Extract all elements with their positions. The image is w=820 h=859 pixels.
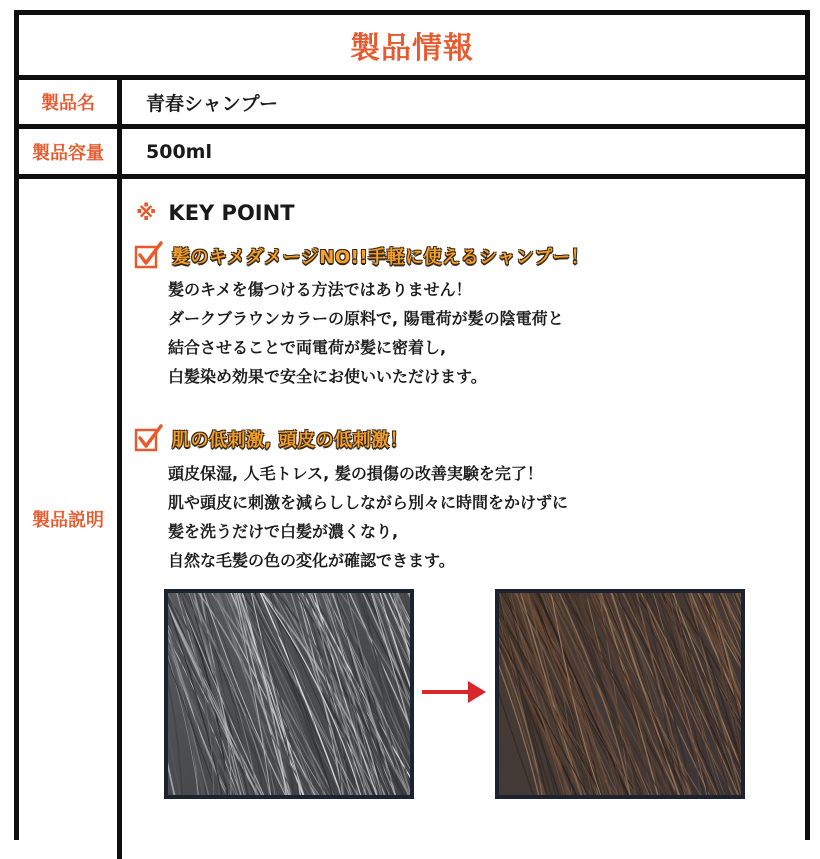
description-body — [122, 179, 805, 859]
point-1-heading-text: 髪のキメダメージNO!!手軽に使えるシャンプー！ — [172, 247, 590, 268]
product-info-table — [14, 10, 810, 840]
after-photo — [495, 589, 745, 799]
product-name-label: 製品名 — [19, 80, 122, 124]
before-photo — [164, 589, 414, 799]
description-label: 製品説明 — [19, 179, 122, 859]
key-point-heading — [136, 201, 295, 225]
point-2-body — [168, 459, 568, 575]
description-row — [19, 179, 805, 859]
point-2-heading-text: 肌の低刺激, 頭皮の低刺激！ — [172, 430, 409, 451]
capacity-label: 製品容量 — [19, 129, 122, 174]
key-point-text: KEY POINT — [168, 201, 295, 225]
point-1-body — [168, 275, 564, 391]
grey-hair-image — [168, 593, 410, 795]
reference-mark: ※ — [136, 201, 157, 225]
point-2-line: 髪を洗うだけで白髪が濃くなり, — [168, 522, 399, 541]
point-2-line: 肌や頭皮に刺激を減らししながら別々に時間をかけずに — [168, 493, 569, 512]
checkbox-icon — [134, 241, 164, 271]
capacity-row — [19, 129, 805, 179]
point-2-line: 頭皮保湿, 人毛トレス, 髪の損傷の改善実験を完了！ — [168, 464, 543, 483]
point-1-line: ダークブラウンカラーの原料で, 陽電荷が髪の陰電荷と — [168, 309, 564, 328]
arrow-right-icon — [420, 679, 488, 705]
point-1-line: 髪のキメを傷つける方法ではありません！ — [168, 280, 472, 299]
point-1-line: 白髪染め効果で安全にお使いいただけます。 — [168, 367, 487, 386]
point-2-line: 自然な毛髪の色の変化が確認できます。 — [168, 551, 455, 570]
brown-hair-image — [499, 593, 741, 795]
point-1-line: 結合させることで両電荷が髪に密着し, — [168, 338, 447, 357]
capacity-value: 500ml — [146, 140, 212, 163]
point-1-heading — [134, 241, 589, 271]
product-name-row — [19, 80, 805, 129]
point-2-heading — [134, 424, 408, 454]
product-name-value: 青春シャンプー — [146, 92, 279, 115]
checkbox-icon — [134, 424, 164, 454]
table-title: 製品情報 — [19, 15, 805, 80]
